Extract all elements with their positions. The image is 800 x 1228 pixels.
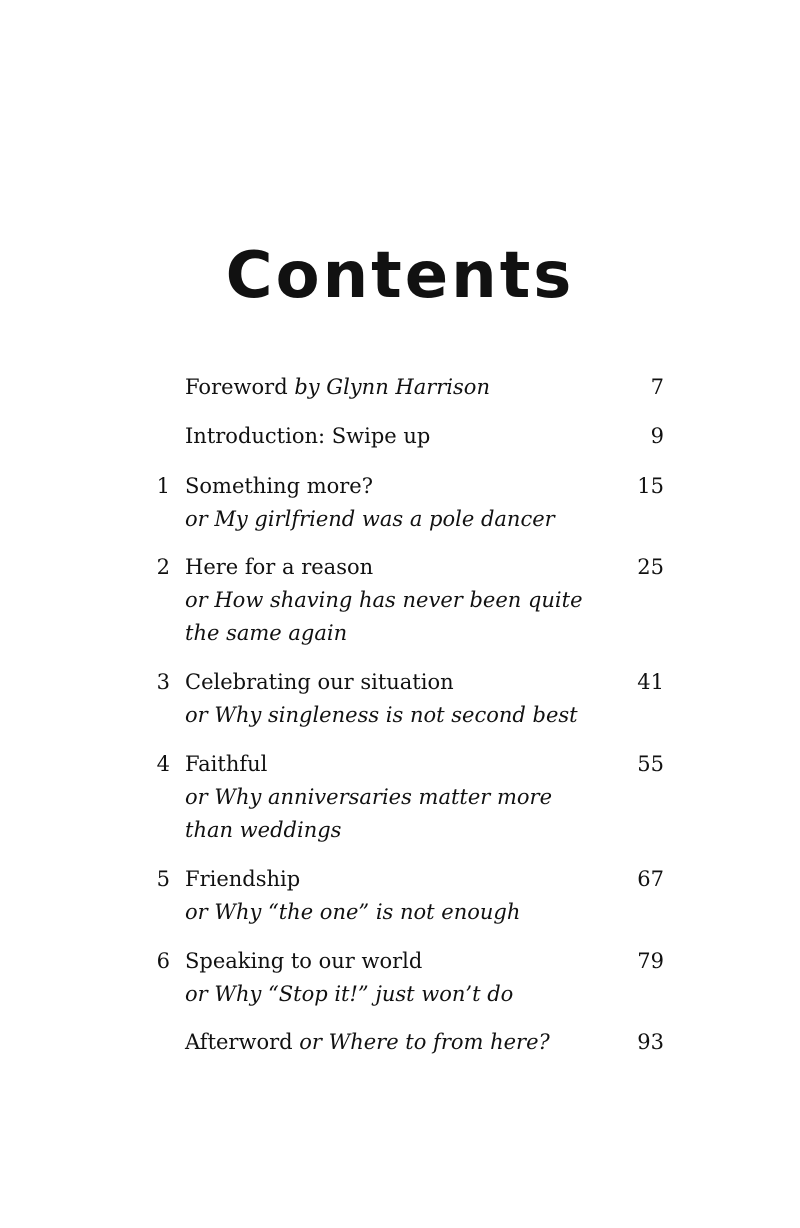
entry-page-number: 55 (637, 752, 664, 776)
entry-text (185, 420, 585, 453)
entry-number: 3 (156, 670, 170, 694)
entry-text (185, 945, 585, 1011)
entry-title: Foreword (185, 375, 288, 399)
entry-page-number: 67 (637, 867, 664, 891)
entry-title-suffix: by Glynn Harrison (294, 375, 490, 399)
entry-title-suffix: or Where to from here? (299, 1030, 550, 1054)
entry-page-number: 79 (637, 949, 664, 973)
entry-subtitle-line: or My girlfriend was a pole dancer (185, 507, 555, 531)
entry-subtitle-line: or Why “Stop it!” just won’t do (185, 982, 514, 1006)
entry-text (185, 551, 585, 650)
entry-number: 2 (156, 555, 170, 579)
entry-title: Faithful (185, 752, 268, 776)
entry-number: 1 (156, 474, 170, 498)
entry-text (185, 1026, 585, 1059)
entry-subtitle-line: the same again (185, 621, 348, 645)
entry-title: Speaking to our world (185, 949, 423, 973)
entry-subtitle-line: or Why anniversaries matter more (185, 785, 553, 809)
page-title: Contents (225, 239, 575, 313)
entry-subtitle-line: or Why “the one” is not enough (185, 900, 521, 924)
entry-page-number: 41 (637, 670, 664, 694)
entry-title-line (185, 371, 585, 404)
entry-title: Something more? (185, 474, 373, 498)
entry-title: Afterword (185, 1030, 293, 1054)
entry-page-number: 93 (637, 1030, 664, 1054)
entry-title-line (185, 1026, 585, 1059)
entry-subtitle-line: or How shaving has never been quite (185, 588, 583, 612)
entry-text (185, 666, 585, 732)
entry-number: 5 (156, 867, 170, 891)
entry-title: Friendship (185, 867, 301, 891)
entry-page-number: 7 (650, 375, 664, 399)
entry-text (185, 748, 585, 847)
entry-title: Celebrating our situation (185, 670, 454, 694)
entry-page-number: 25 (637, 555, 664, 579)
entry-text (185, 470, 585, 536)
entry-page-number: 15 (637, 474, 664, 498)
entry-subtitle-line: than weddings (185, 818, 342, 842)
entry-title: Introduction: Swipe up (185, 424, 431, 448)
entry-text (185, 863, 585, 929)
entry-number: 4 (156, 752, 170, 776)
entry-number: 6 (156, 949, 170, 973)
entry-title: Here for a reason (185, 555, 374, 579)
entry-text (185, 371, 585, 404)
entry-page-number: 9 (650, 424, 664, 448)
entry-subtitle-line: or Why singleness is not second best (185, 703, 578, 727)
